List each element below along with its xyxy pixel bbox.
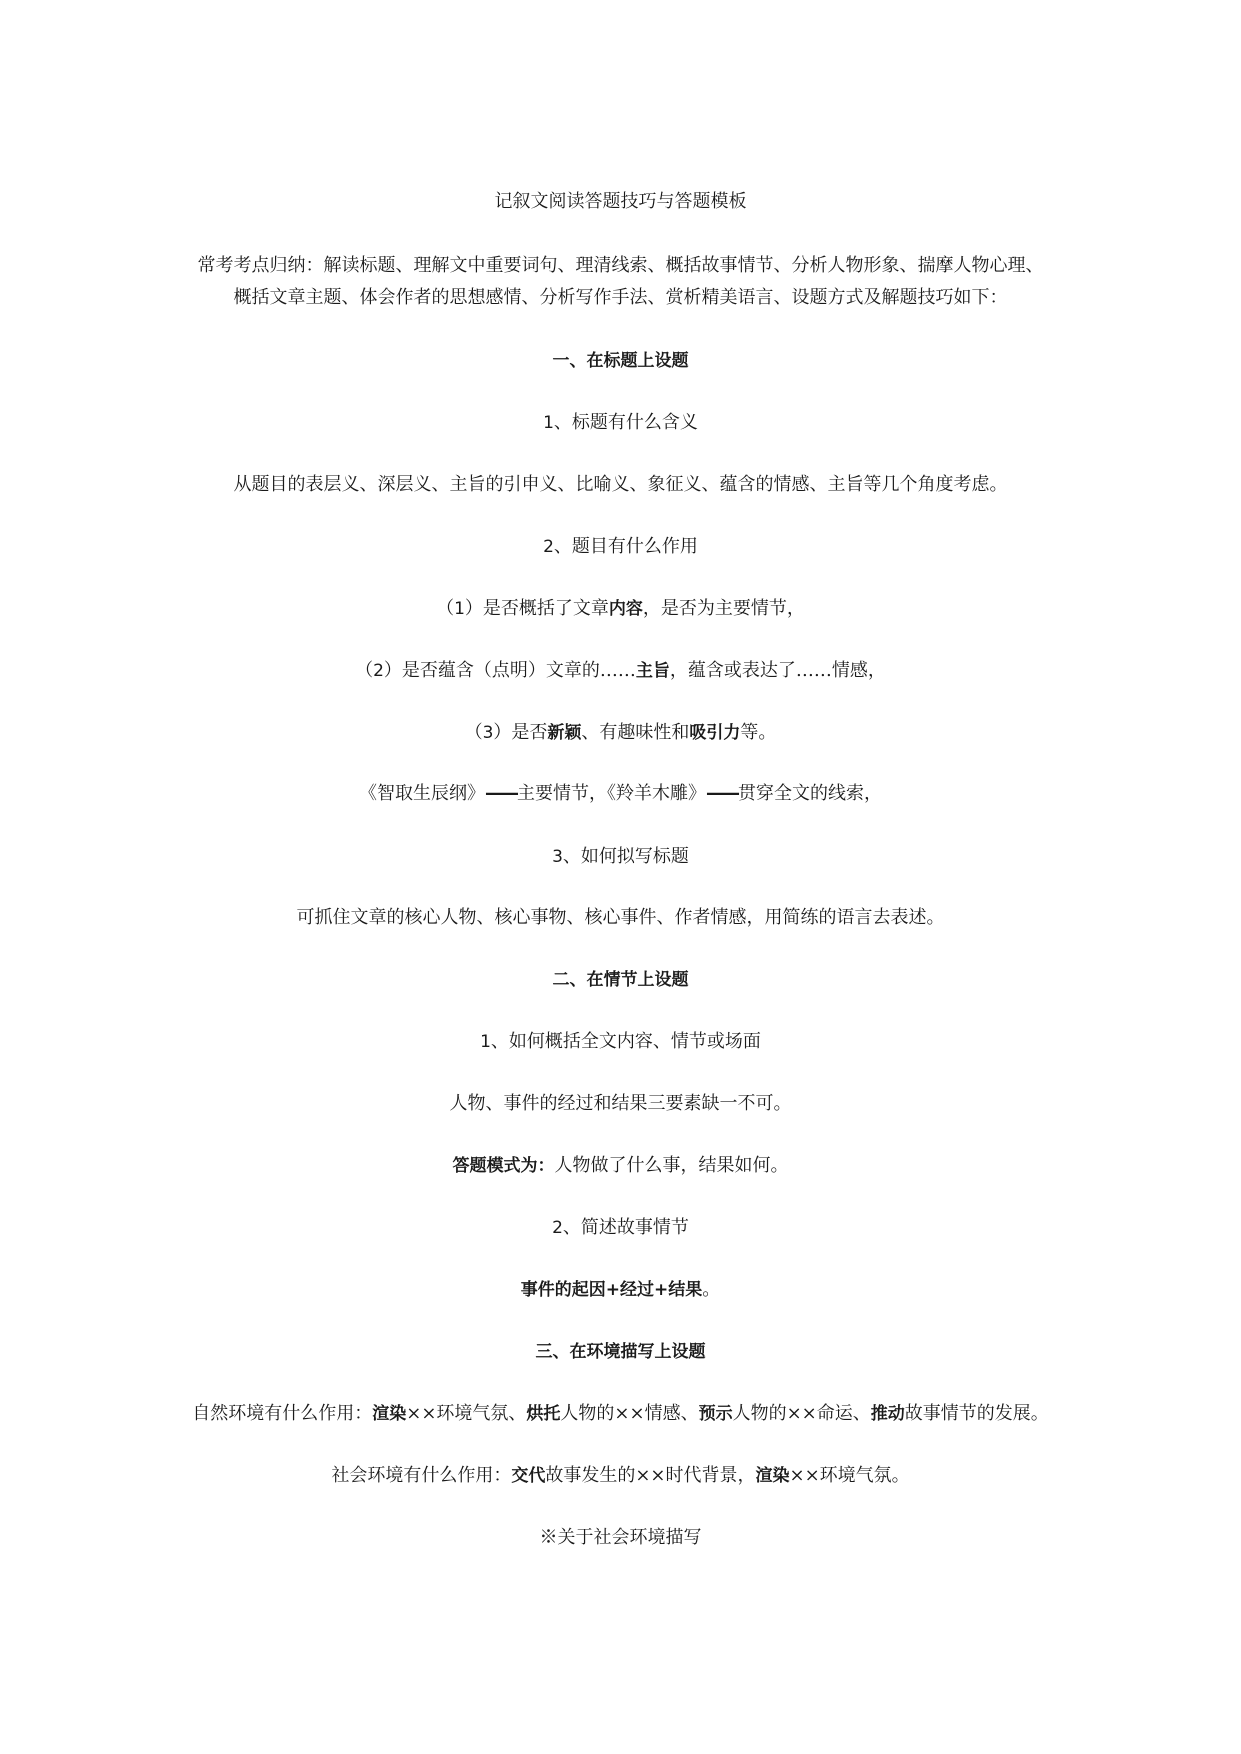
section-2-heading: 二、在情节上设题 bbox=[552, 970, 689, 990]
title-function-point-2: （2）是否蕴含（点明）文章的……主旨，蕴含或表达了……情感， bbox=[355, 660, 886, 681]
section-1-heading: 一、在标题上设题 bbox=[552, 351, 689, 371]
section-1-answer-1: 从题目的表层义、深层义、主旨的引申义、比喻义、象征义、蕴含的情感、主旨等几个角度考虑。 bbox=[233, 474, 1008, 495]
section-1-answer-3: 可抓住文章的核心人物、核心事物、核心事件、作者情感，用简练的语言去表述。 bbox=[296, 907, 945, 928]
social-environment-function: 社会环境有什么作用：交代故事发生的××时代背景，渲染××环境气氛。 bbox=[331, 1465, 910, 1486]
section-3-heading: 三、在环境描写上设题 bbox=[535, 1342, 706, 1362]
document-title: 记叙文阅读答题技巧与答题模板 bbox=[494, 191, 747, 212]
section-1-question-3: 3、如何拟写标题 bbox=[552, 846, 689, 867]
intro-line-1: 常考考点归纳：解读标题、理解文中重要词句、理清线索、概括故事情节、分析人物形象、揣摩人物心理、 bbox=[197, 255, 1044, 276]
natural-environment-function: 自然环境有什么作用：渲染××环境气氛、烘托人物的××情感、预示人物的××命运、推动故事情节的发展。 bbox=[192, 1403, 1049, 1424]
intro-line-2: 概括文章主题、体会作者的思想感情、分析写作手法、赏析精美语言、设题方式及解题技巧如下： bbox=[233, 287, 1008, 308]
title-function-point-1: （1）是否概括了文章内容，是否为主要情节， bbox=[436, 598, 805, 619]
section-2-question-1: 1、如何概括全文内容、情节或场面 bbox=[480, 1031, 761, 1052]
social-environment-note: ※关于社会环境描写 bbox=[539, 1527, 702, 1548]
title-function-point-3: （3）是否新颖、有趣味性和吸引力等。 bbox=[464, 722, 777, 743]
section-2-question-2: 2、简述故事情节 bbox=[552, 1217, 689, 1238]
section-1-question-1: 1、标题有什么含义 bbox=[543, 412, 698, 433]
title-examples: 《智取生辰纲》——主要情节，《羚羊木雕》——贯穿全文的线索， bbox=[359, 783, 882, 804]
section-2-answer-2: 事件的起因+经过+结果。 bbox=[520, 1279, 721, 1300]
answer-mode: 答题模式为：人物做了什么事，结果如何。 bbox=[452, 1155, 789, 1176]
section-1-question-2: 2、题目有什么作用 bbox=[543, 536, 698, 557]
section-2-answer-1: 人物、事件的经过和结果三要素缺一不可。 bbox=[449, 1093, 792, 1114]
